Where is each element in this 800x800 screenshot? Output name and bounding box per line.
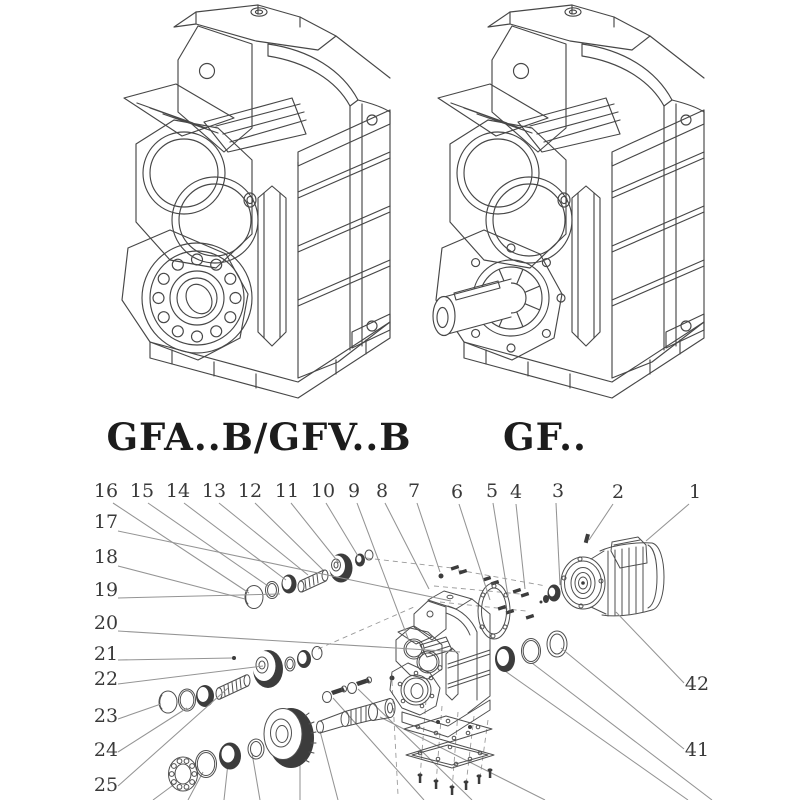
output-shaft — [317, 699, 396, 734]
retaining-bolts — [323, 677, 372, 703]
leader-line-42 — [616, 612, 684, 683]
model-label-right: GF.. — [503, 415, 587, 459]
callout-number-4: 4 — [509, 481, 523, 503]
intermediate-shaft-parts — [159, 647, 322, 714]
callout-number-23: 23 — [93, 705, 119, 727]
callout-number-18: 18 — [93, 546, 119, 568]
callout-number-1: 1 — [688, 481, 702, 503]
leader-line-9 — [357, 503, 409, 641]
callout-number-16: 16 — [93, 480, 119, 502]
leader-line-18 — [118, 566, 245, 599]
callout-number-42: 42 — [684, 673, 710, 695]
callout-number-13: 13 — [201, 480, 227, 502]
callout-number-6: 6 — [450, 481, 464, 503]
gearbox-drawing-gf — [433, 5, 704, 398]
leader-line-3 — [556, 503, 560, 585]
leader-line-7 — [417, 503, 440, 572]
callout-number-7: 7 — [407, 480, 421, 502]
input-shaft-parts — [245, 550, 373, 609]
callout-number-24: 24 — [93, 739, 119, 761]
leader-line-8 — [385, 503, 429, 589]
leader-line-22 — [118, 666, 263, 684]
leader-line-6 — [459, 504, 490, 600]
leader-line-14 — [184, 503, 286, 580]
leader-line-21 — [118, 658, 232, 660]
callout-leader-lines — [113, 503, 689, 786]
leader-line-1 — [646, 504, 689, 541]
leader-line-24 — [118, 708, 187, 752]
callout-number-15: 15 — [129, 480, 155, 502]
leader-line-25 — [118, 688, 228, 786]
callout-number-8: 8 — [375, 480, 389, 502]
callout-number-17: 17 — [93, 511, 119, 533]
leader-line-2 — [589, 504, 613, 540]
gear-housing-exploded — [390, 591, 490, 737]
callout-number-25: 25 — [93, 774, 119, 796]
callout-number-22: 22 — [93, 668, 119, 690]
cover-screws — [418, 768, 493, 795]
callout-number-41: 41 — [684, 739, 710, 761]
leader-line-4 — [516, 504, 525, 589]
leader-line-10 — [326, 503, 358, 556]
callout-numbers — [94, 480, 709, 796]
gearbox-drawing-gfab-gfvb — [122, 5, 390, 398]
callout-number-14: 14 — [165, 480, 191, 502]
motor-shaft-pinion — [540, 585, 561, 604]
leader-line-15 — [148, 503, 268, 586]
callout-number-5: 5 — [485, 480, 499, 502]
callout-number-9: 9 — [347, 480, 361, 502]
callout-number-11: 11 — [274, 480, 300, 502]
leader-line-19 — [118, 594, 280, 598]
leader-line-23 — [118, 704, 161, 719]
callout-number-3: 3 — [551, 480, 565, 502]
callout-number-2: 2 — [611, 481, 625, 503]
callout-number-19: 19 — [93, 579, 119, 601]
exploded-view — [94, 480, 712, 800]
model-label-left: GFA..B/GFV..B — [106, 415, 412, 459]
bottom-cover-assembly — [404, 716, 494, 795]
leader-line-16 — [113, 503, 249, 593]
leader-line-20 — [118, 631, 460, 652]
output-gear — [264, 708, 316, 768]
callout-number-10: 10 — [310, 480, 336, 502]
adapter-flange-ring — [478, 583, 510, 639]
callout-number-20: 20 — [93, 612, 119, 634]
output-bearing-set — [495, 631, 567, 672]
callout-number-12: 12 — [237, 480, 263, 502]
callout-number-21: 21 — [93, 643, 119, 665]
